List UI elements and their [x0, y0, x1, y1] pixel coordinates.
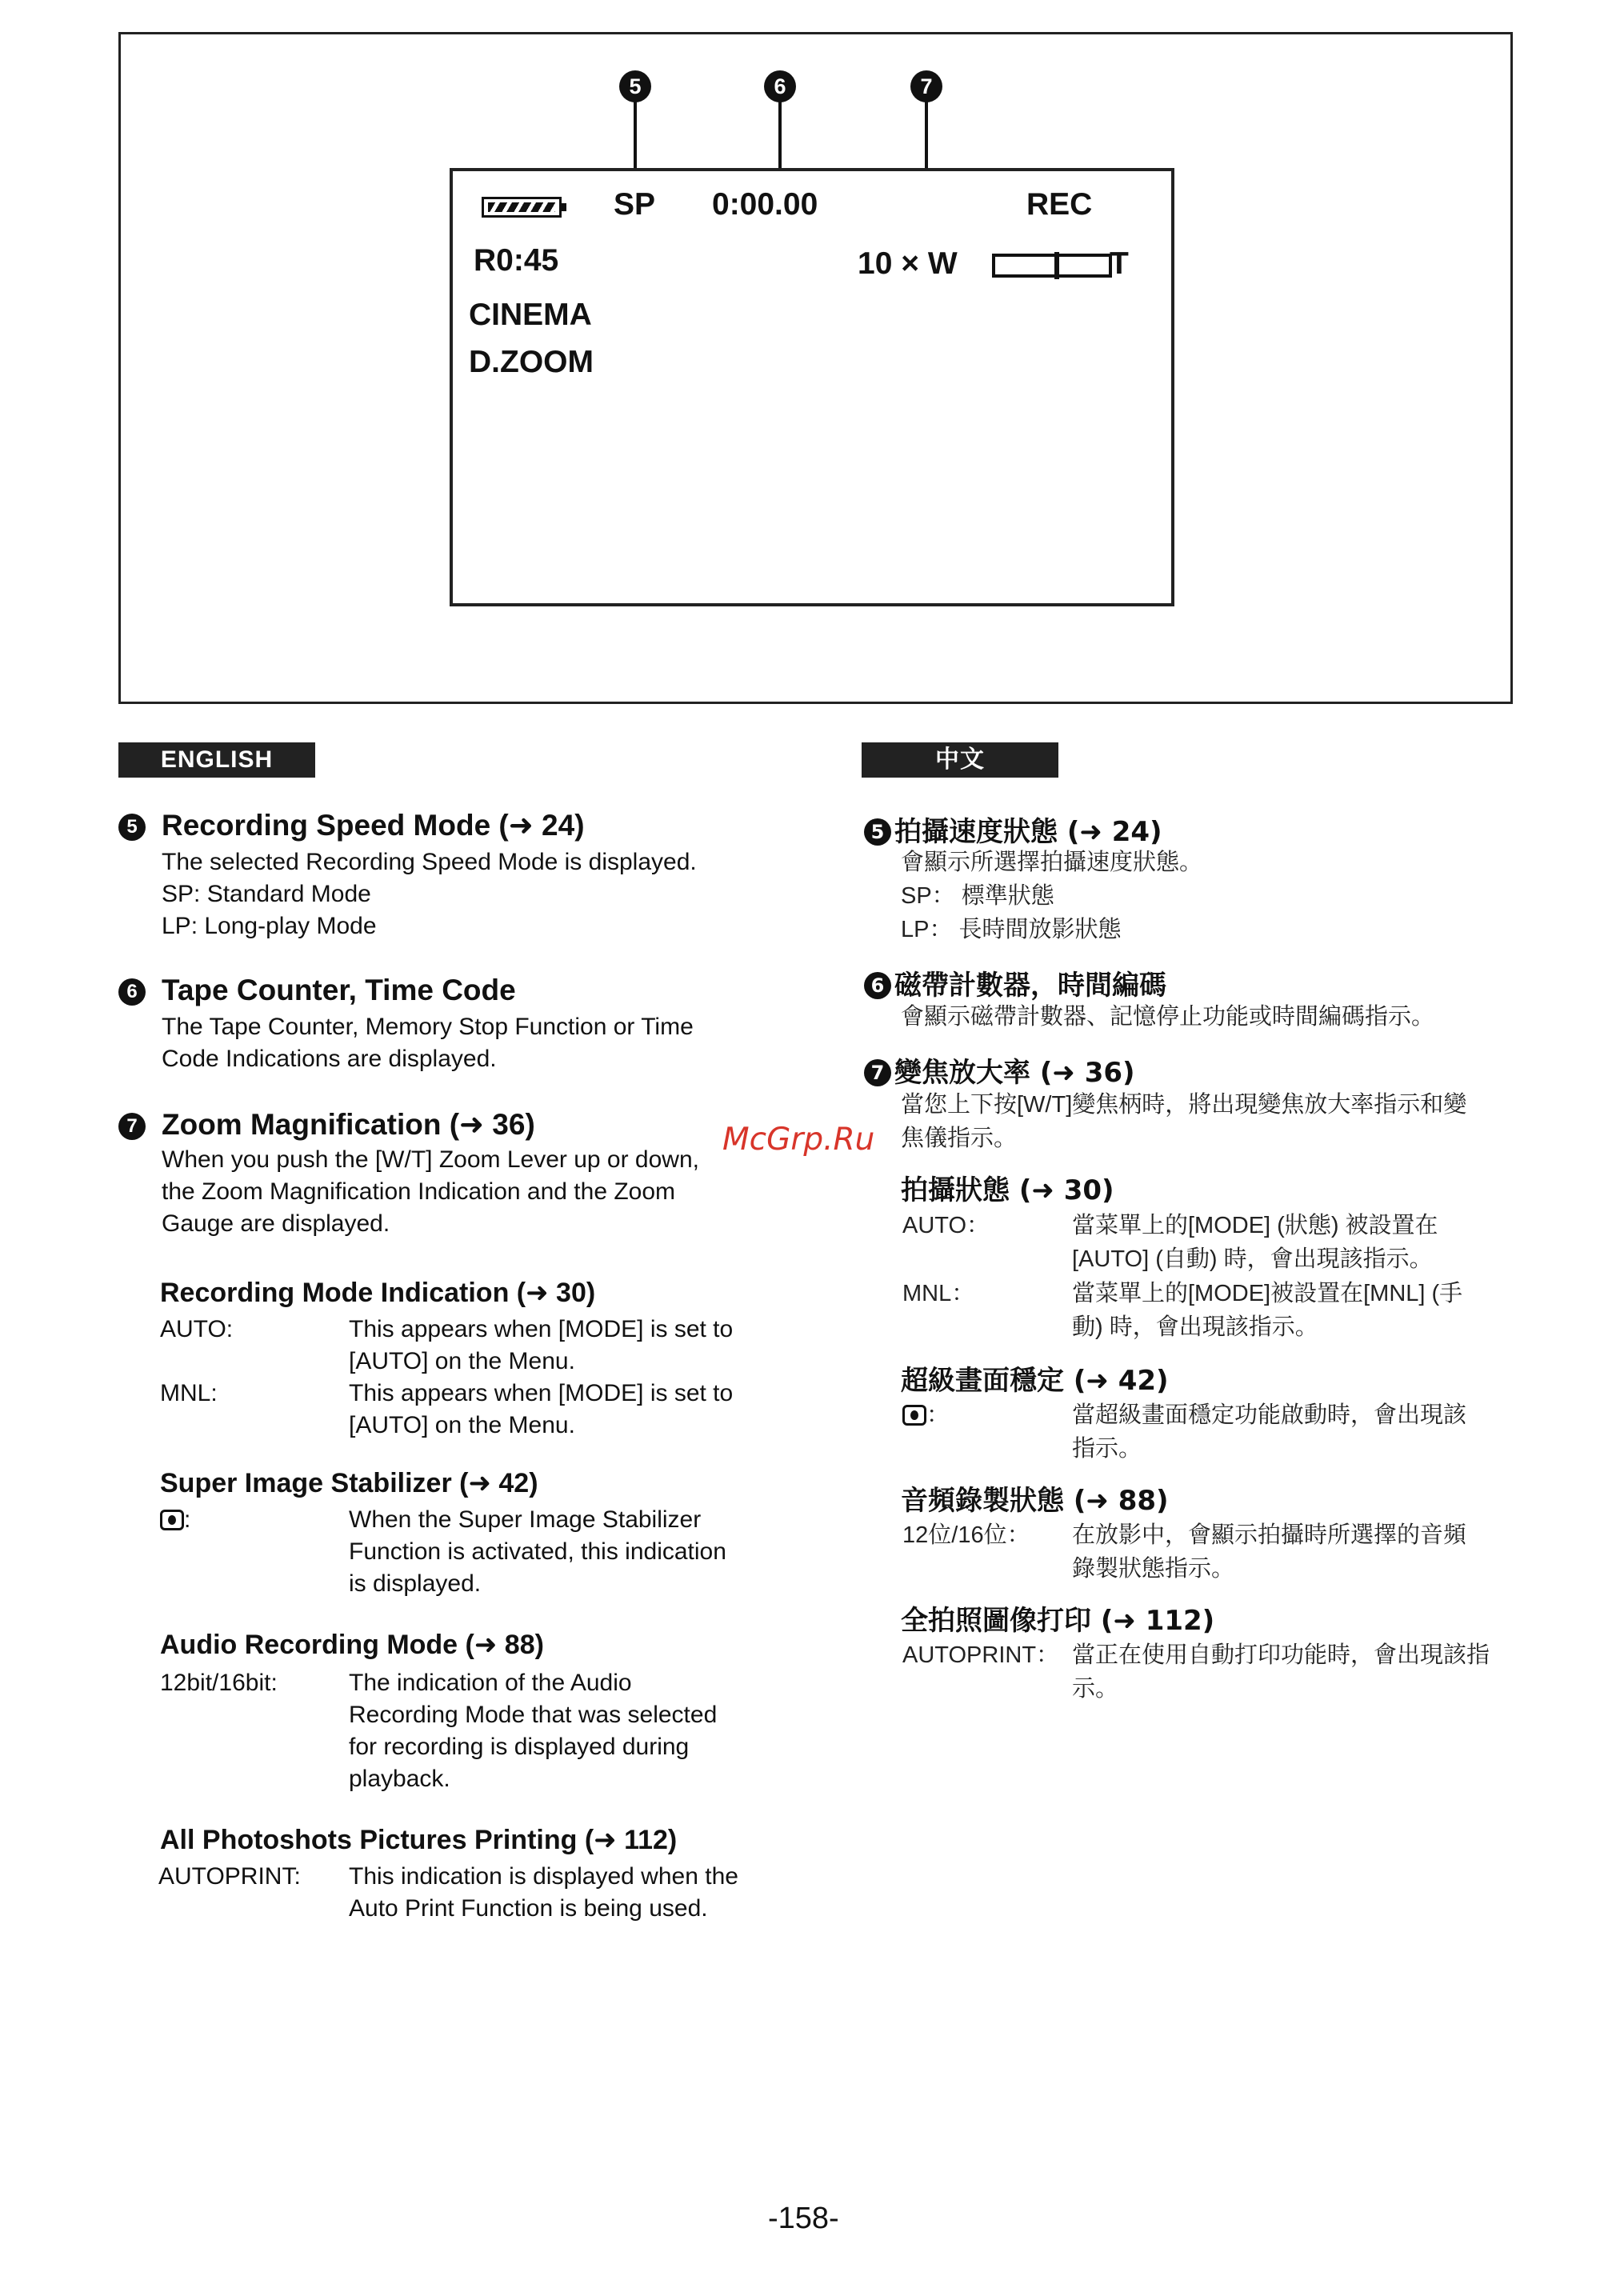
zh-section-7-text: 當您上下按[W/T]變焦柄時，將出現變焦放大率指示和變 焦儀指示。 — [901, 1092, 1467, 1151]
battery-icon — [482, 197, 562, 218]
en-mnl-term: MNL: — [160, 1380, 218, 1406]
page-number: -158- — [768, 2202, 839, 2235]
en-section-6-title: 6 Tape Counter, Time Code — [118, 974, 516, 1007]
en-audio-term: 12bit/16bit: — [160, 1670, 278, 1696]
zh-mnl-term: MNL： — [902, 1281, 975, 1306]
zh-stabilizer-desc: 當超級畫面穩定功能啟動時，會出現該 指示。 — [1072, 1402, 1467, 1462]
zh-autoprint-term: AUTOPRINT： — [902, 1642, 1060, 1668]
zh-audio-title: 音頻錄製狀態 (➜ 88) — [901, 1485, 1169, 1517]
en-stabilizer-title: Super Image Stabilizer (➜ 42) — [160, 1468, 538, 1498]
zh-section-5-text: 會顯示所選擇拍攝速度狀態。 SP： 標準狀態 LP： 長時間放影狀態 — [901, 850, 1203, 942]
en-auto-desc: This appears when [MODE] is set to [AUTO] on the Menu. — [349, 1316, 734, 1374]
zh-autoprint-desc: 當正在使用自動打印功能時，會出現該指 示。 — [1072, 1642, 1490, 1702]
lcd-mode-cinema: CINEMA — [469, 298, 592, 332]
zh-stabilizer-title: 超級畫面穩定 (➜ 42) — [901, 1365, 1169, 1397]
callout-7: 7 — [910, 70, 942, 102]
watermark: McGrp.Ru — [722, 1122, 875, 1158]
en-recording-mode-title: Recording Mode Indication (➜ 30) — [160, 1278, 596, 1308]
en-section-5-line-1: The selected Recording Speed Mode is displayed. — [162, 849, 697, 875]
zoom-gauge — [992, 254, 1112, 278]
zh-recording-mode-title: 拍攝狀態 (➜ 30) — [901, 1174, 1114, 1206]
english-bar: ENGLISH — [118, 742, 315, 778]
lcd-status: REC — [1026, 187, 1093, 222]
lcd-screen — [450, 168, 1174, 606]
chinese-bar: 中文 — [862, 742, 1058, 778]
zh-mnl-desc: 當菜單上的[MODE]被設置在[MNL] (手 動) 時，會出現該指示。 — [1072, 1281, 1463, 1340]
zh-auto-desc: 當菜單上的[MODE] (狀態) 被設置在 [AUTO] (自動) 時，會出現該指示。 — [1072, 1213, 1438, 1272]
zh-audio-term: 12位/16位： — [902, 1522, 1030, 1548]
en-autoprint-title: All Photoshots Pictures Printing (➜ 112) — [160, 1825, 678, 1855]
callout-5: 5 — [619, 70, 651, 102]
zh-section-6-title: 6 磁帶計數器，時間編碼 — [864, 963, 1166, 1002]
en-section-7-title: 7 Zoom Magnification (➜ 36) — [118, 1107, 535, 1142]
en-section-7-line-1: When you push the [W/T] Zoom Lever up or down, — [162, 1146, 699, 1173]
zh-auto-term: AUTO： — [902, 1213, 990, 1238]
en-section-6-line-1: The Tape Counter, Memory Stop Function or Time — [162, 1014, 694, 1040]
en-audio-desc: The indication of the Audio Recording Mode that was selected for recording is displayed during playback. — [349, 1670, 718, 1792]
en-autoprint-term: AUTOPRINT: — [158, 1863, 301, 1890]
stabilizer-icon — [160, 1510, 184, 1530]
lcd-counter: 0:00.00 — [712, 187, 818, 222]
zh-stabilizer-term: ： — [902, 1398, 950, 1432]
en-section-7-line-3: Gauge are displayed. — [162, 1210, 390, 1237]
lcd-zoom-t: T — [1110, 246, 1129, 281]
en-section-5-line-2: SP: Standard Mode — [162, 881, 371, 907]
en-section-5-line-3: LP: Long-play Mode — [162, 913, 377, 939]
lcd-speed: SP — [614, 187, 656, 222]
en-section-7-line-2: the Zoom Magnification Indication and the Zoom — [162, 1178, 676, 1205]
lcd-remaining: R0:45 — [474, 243, 559, 278]
en-audio-title: Audio Recording Mode (➜ 88) — [160, 1630, 544, 1660]
en-autoprint-desc: This indication is displayed when the Auto Print Function is being used. — [349, 1863, 738, 1922]
zh-stabilizer-icon — [902, 1405, 926, 1426]
callout-6: 6 — [764, 70, 796, 102]
zh-section-5-title: 5 拍攝速度狀態 (➜ 24) — [864, 810, 1162, 849]
en-stabilizer-desc: When the Super Image Stabilizer Function is activated, this indication is displayed. — [349, 1506, 726, 1597]
zh-section-6-text: 會顯示磁帶計數器、記憶停止功能或時間編碼指示。 — [901, 1004, 1435, 1030]
en-section-6-line-2: Code Indications are displayed. — [162, 1046, 497, 1072]
lcd-mode-dzoom: D.ZOOM — [469, 345, 594, 379]
en-stabilizer-term: : — [160, 1504, 190, 1536]
en-section-5-title: 5 Recording Speed Mode (➜ 24) — [118, 808, 585, 842]
zh-audio-desc: 在放影中，會顯示拍攝時所選擇的音頻 錄製狀態指示。 — [1072, 1522, 1467, 1582]
zh-autoprint-title: 全拍照圖像打印 (➜ 112) — [901, 1605, 1215, 1637]
lcd-zoom: 10 × W — [858, 246, 958, 281]
en-mnl-desc: This appears when [MODE] is set to [AUTO] on the Menu. — [349, 1380, 734, 1438]
en-auto-term: AUTO: — [160, 1316, 234, 1342]
zh-section-7-title: 7 變焦放大率 (➜ 36) — [864, 1050, 1135, 1090]
